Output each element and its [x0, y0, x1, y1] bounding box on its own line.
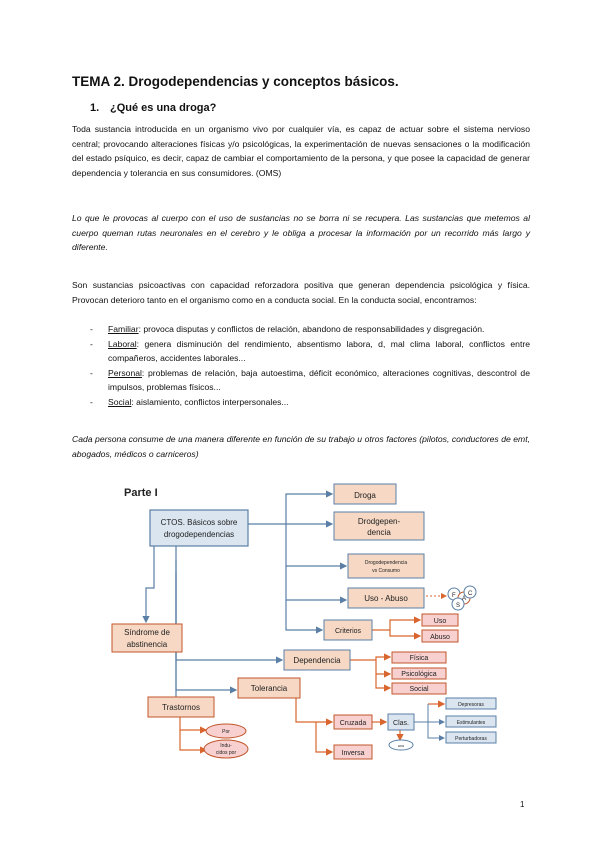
- depresoras-label: Depresoras: [458, 702, 484, 708]
- inducidos-label-2: cidos por: [215, 750, 237, 756]
- list-text: : genera disminución del rendimiento, absentismo labora, d, mal clima laboral, conflictos entre compañeros, accidentes laborales...: [108, 338, 530, 363]
- root-label-1: CTOS. Básicos sobre: [160, 518, 238, 527]
- drogodependencia-label-2: dencia: [367, 528, 391, 537]
- fisica-label: Física: [409, 655, 429, 662]
- uso-label: Uso: [433, 618, 447, 625]
- ovalo-label: ovo: [397, 743, 405, 748]
- closing-note: Cada persona consume de una manera diferente en función de su trabajo u otros factores (pilotos, conductores de emt, abogados, médicos o carniceros): [72, 434, 530, 459]
- cruzada-label: Cruzada: [339, 720, 367, 727]
- section-number: 1.: [90, 102, 100, 114]
- drogodependencia-label-1: Drodgepen-: [357, 517, 401, 526]
- circle-letter-f: F: [452, 593, 456, 599]
- list-term: Personal: [108, 367, 142, 378]
- circle-letter-s: S: [456, 603, 461, 609]
- clas-label: Clas.: [393, 720, 409, 727]
- circle-letter-a: A: [462, 596, 467, 602]
- fasc-circles: [448, 586, 476, 610]
- list-term: Social: [108, 396, 132, 407]
- diagram-heading: Parte I: [124, 487, 158, 499]
- list-text: : aislamiento, conflictos interpersonales...: [131, 396, 289, 407]
- list-term: Familiar: [108, 324, 139, 334]
- tolerancia-label: Tolerancia: [250, 684, 288, 693]
- circle-letter-c: C: [468, 591, 473, 597]
- drogodep-vs-consumo-label-2: vs Consumo: [372, 568, 400, 574]
- root-node: [150, 510, 248, 546]
- list-text: : provoca disputas y conflictos de relación, abandono de responsabilidades y disgregación.: [138, 324, 485, 334]
- drogodep-vs-consumo-node: [348, 554, 424, 578]
- trastornos-label: Trastornos: [162, 703, 200, 712]
- psychoactive-paragraph: Son sustancias psicoactivas con capacidad reforzadora positiva que generan dependencia psicológica y física. Provocan deterioro tanto en el organismo como en a conducta social. En la conducta social, encontramos:: [72, 280, 530, 305]
- perturbadoras-label: Perturbadoras: [455, 736, 487, 742]
- list-term: Laboral: [108, 338, 137, 349]
- dependencia-label: Dependencia: [293, 656, 341, 665]
- por-label: Por: [222, 729, 230, 735]
- estimulantes-label: Estimulantes: [456, 720, 486, 726]
- psicologica-label: Psicológica: [401, 671, 437, 678]
- list-text: : problemas de relación, baja autoestima, déficit económico, alteraciones cognitivas, descontrol de impulsos, problemas físicos...: [108, 367, 530, 392]
- drogodep-vs-consumo-label-1: Drogodependencia: [364, 560, 408, 566]
- inducidos-label-1: Indu-: [220, 743, 232, 749]
- uso-abuso-label: Uso - Abuso: [364, 594, 408, 603]
- definition-paragraph: Toda sustancia introducida en un organismo vivo por cualquier vía, es capaz de actuar sobre el sistema nervioso central; provocando alteraciones físicas y/o psicológicas, la experimentación de nuevas sensaciones o la modificación del estado psíquico, es decir, capaz de cambiar el comportamiento de la persona, y que posee la capacidad de generar dependencia y tolerancia en sus consumidores. (OMS): [72, 124, 530, 178]
- italic-note: Lo que le provocas al cuerpo con el uso de sustancias no se borra ni se recupera. Las sustancias que metemos al cuerpo queman rutas neuronales en el cerebro y le obliga a procesar la información por un recorrido más largo y diferente.: [72, 213, 530, 252]
- root-label-2: drogodependencias: [163, 530, 235, 539]
- sindrome-label-1: Síndrome de: [124, 628, 170, 637]
- droga-label: Droga: [354, 491, 376, 500]
- section-heading-text: ¿Qué es una droga?: [110, 102, 217, 114]
- sindrome-label-2: abstinencia: [126, 640, 168, 649]
- page-number: 1: [520, 800, 525, 809]
- social-label: Social: [409, 686, 429, 693]
- page-title: TEMA 2. Drogodependencias y conceptos básicos.: [72, 74, 399, 89]
- abuso-label: Abuso: [430, 634, 450, 641]
- inversa-label: Inversa: [341, 750, 365, 757]
- criterios-label: Criterios: [334, 628, 362, 635]
